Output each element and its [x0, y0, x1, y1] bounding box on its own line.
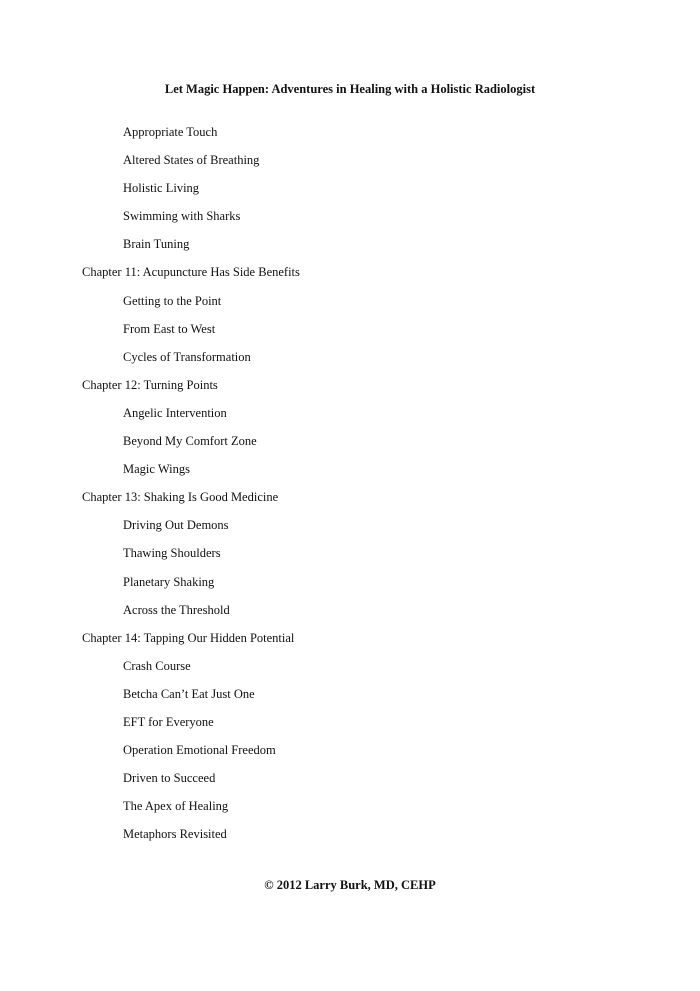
toc-section-item: Betcha Can’t Eat Just One [123, 686, 255, 701]
toc-section-item: Appropriate Touch [123, 125, 218, 139]
toc-section-item: Getting to the Point [123, 293, 222, 308]
toc-section-item: Driving Out Demons [123, 518, 229, 533]
table-of-contents [0, 123, 700, 853]
toc-section-item: Angelic Intervention [123, 405, 227, 420]
toc-section-item: Altered States of Breathing [123, 153, 260, 168]
toc-section-item: From East to West [123, 321, 216, 336]
toc-section-item: Across the Threshold [123, 602, 230, 617]
toc-section-item: Beyond My Comfort Zone [123, 434, 257, 449]
toc-section-item: Swimming with Sharks [123, 209, 241, 224]
toc-section-item: Magic Wings [123, 462, 190, 477]
toc-section-item: Holistic Living [123, 181, 200, 196]
toc-section-item: Thawing Shoulders [123, 546, 221, 561]
copyright-footer: © 2012 Larry Burk, MD, CEHP [264, 878, 436, 892]
toc-section-item: Brain Tuning [123, 237, 190, 252]
toc-section-item: Planetary Shaking [123, 574, 215, 589]
page-title: Let Magic Happen: Adventures in Healing with a Holistic Radiologist [164, 82, 536, 96]
toc-chapter-heading: Chapter 11: Acupuncture Has Side Benefits [82, 265, 300, 280]
toc-chapter-heading: Chapter 13: Shaking Is Good Medicine [82, 490, 279, 505]
toc-section-item: Operation Emotional Freedom [123, 743, 276, 758]
toc-section-item: EFT for Everyone [123, 714, 214, 729]
toc-chapter-heading: Chapter 12: Turning Points [82, 377, 218, 392]
toc-section-item: Crash Course [123, 658, 191, 673]
toc-section-item: The Apex of Healing [123, 799, 229, 814]
toc-section-item: Driven to Succeed [123, 771, 216, 786]
toc-chapter-heading: Chapter 14: Tapping Our Hidden Potential [82, 630, 295, 645]
toc-section-item: Metaphors Revisited [123, 827, 227, 842]
toc-section-item: Cycles of Transformation [123, 349, 251, 364]
